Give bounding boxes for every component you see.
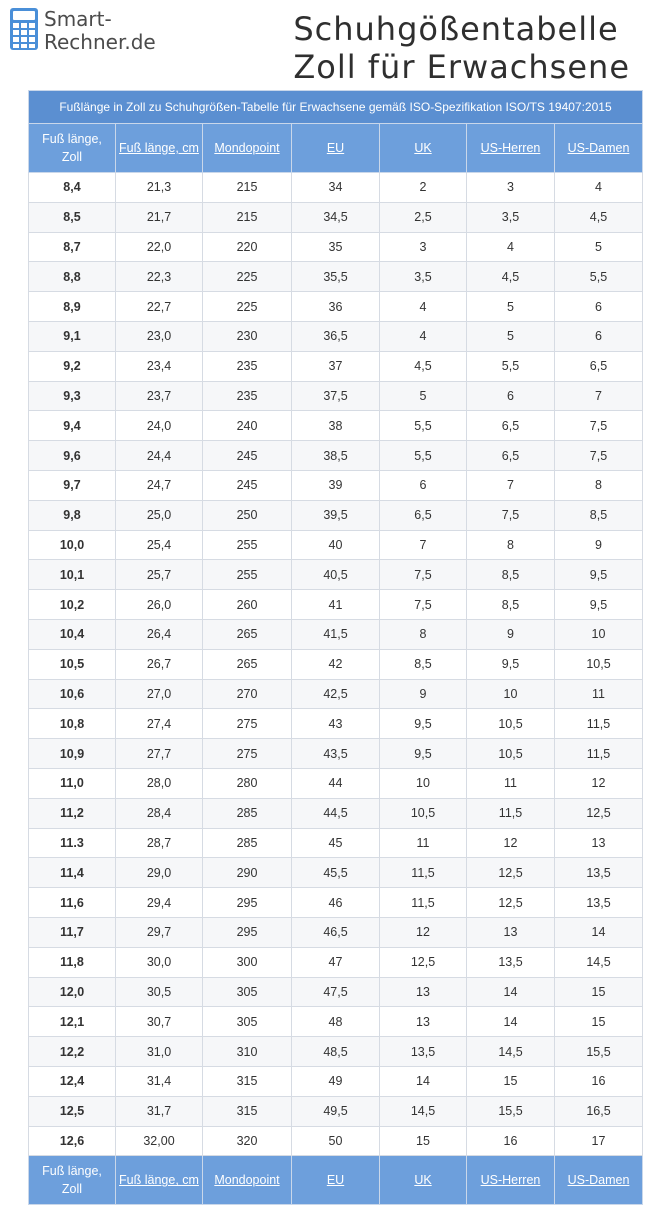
table-cell: 11,5 <box>380 858 467 888</box>
table-cell: 16 <box>467 1126 555 1156</box>
table-cell: 13 <box>555 828 643 858</box>
table-cell: 7,5 <box>555 411 643 441</box>
table-row <box>29 947 643 977</box>
table-row <box>29 709 643 739</box>
table-cell: 7 <box>467 470 555 500</box>
table-cell: 14 <box>467 1007 555 1037</box>
table-cell: 12,2 <box>29 1037 116 1067</box>
table-cell: 12,6 <box>29 1126 116 1156</box>
table-row <box>29 381 643 411</box>
table-cell: 11 <box>555 679 643 709</box>
table-row <box>29 1126 643 1156</box>
table-cell: 230 <box>203 321 292 351</box>
table-row <box>29 590 643 620</box>
table-cell: 22,7 <box>116 292 203 322</box>
table-row <box>29 768 643 798</box>
table-cell: 320 <box>203 1126 292 1156</box>
col-header-foot-cm[interactable]: Fuß länge, cm <box>116 124 203 173</box>
table-cell: 5,5 <box>380 411 467 441</box>
table-cell: 8 <box>380 619 467 649</box>
table-cell: 6,5 <box>380 500 467 530</box>
table-cell: 8,8 <box>29 262 116 292</box>
table-cell: 22,0 <box>116 232 203 262</box>
table-cell: 8,9 <box>29 292 116 322</box>
table-cell: 6 <box>555 292 643 322</box>
table-cell: 285 <box>203 798 292 828</box>
table-cell: 42,5 <box>292 679 380 709</box>
table-cell: 260 <box>203 590 292 620</box>
table-cell: 31,0 <box>116 1037 203 1067</box>
table-cell: 25,4 <box>116 530 203 560</box>
footer-header-mondopoint[interactable]: Mondopoint <box>203 1156 292 1205</box>
table-cell: 6 <box>467 381 555 411</box>
table-cell: 28,7 <box>116 828 203 858</box>
table-cell: 14,5 <box>555 947 643 977</box>
table-row <box>29 1037 643 1067</box>
table-row <box>29 619 643 649</box>
table-cell: 15 <box>467 1066 555 1096</box>
table-cell: 3,5 <box>380 262 467 292</box>
table-cell: 15,5 <box>467 1096 555 1126</box>
table-cell: 14 <box>380 1066 467 1096</box>
table-cell: 285 <box>203 828 292 858</box>
table-cell: 4 <box>380 321 467 351</box>
table-cell: 4 <box>380 292 467 322</box>
table-cell: 9 <box>467 619 555 649</box>
table-cell: 29,4 <box>116 888 203 918</box>
table-cell: 6,5 <box>467 411 555 441</box>
table-cell: 8,5 <box>555 500 643 530</box>
table-row <box>29 173 643 203</box>
table-cell: 14,5 <box>380 1096 467 1126</box>
table-cell: 9,5 <box>467 649 555 679</box>
table-row <box>29 441 643 471</box>
col-header-mondopoint[interactable]: Mondopoint <box>203 124 292 173</box>
table-cell: 11,5 <box>380 888 467 918</box>
table-cell: 8,4 <box>29 173 116 203</box>
table-row <box>29 917 643 947</box>
table-cell: 50 <box>292 1126 380 1156</box>
table-cell: 28,0 <box>116 768 203 798</box>
table-row <box>29 828 643 858</box>
table-cell: 5,5 <box>380 441 467 471</box>
table-footer-row <box>29 1156 643 1205</box>
table-cell: 49,5 <box>292 1096 380 1126</box>
table-cell: 15 <box>380 1126 467 1156</box>
table-cell: 36,5 <box>292 321 380 351</box>
table-cell: 16,5 <box>555 1096 643 1126</box>
table-cell: 36 <box>292 292 380 322</box>
table-cell: 9 <box>555 530 643 560</box>
table-row <box>29 292 643 322</box>
table-row <box>29 1066 643 1096</box>
table-cell: 9,6 <box>29 441 116 471</box>
table-cell: 10,9 <box>29 739 116 769</box>
table-cell: 13,5 <box>467 947 555 977</box>
table-row <box>29 1096 643 1126</box>
table-cell: 250 <box>203 500 292 530</box>
table-cell: 235 <box>203 381 292 411</box>
table-cell: 31,4 <box>116 1066 203 1096</box>
table-cell: 17 <box>555 1126 643 1156</box>
table-cell: 13,5 <box>555 888 643 918</box>
table-cell: 5 <box>467 321 555 351</box>
table-body <box>29 173 643 1156</box>
table-cell: 4,5 <box>380 351 467 381</box>
table-row <box>29 888 643 918</box>
size-table <box>28 90 643 1205</box>
table-cell: 12,5 <box>380 947 467 977</box>
table-cell: 21,7 <box>116 202 203 232</box>
table-cell: 25,0 <box>116 500 203 530</box>
table-cell: 12,5 <box>467 888 555 918</box>
table-cell: 43,5 <box>292 739 380 769</box>
table-cell: 2 <box>380 173 467 203</box>
table-cell: 10,8 <box>29 709 116 739</box>
table-cell: 27,7 <box>116 739 203 769</box>
table-cell: 41 <box>292 590 380 620</box>
table-cell: 6 <box>380 470 467 500</box>
table-cell: 11,5 <box>555 739 643 769</box>
col-header-us-women[interactable]: US-Damen <box>555 124 643 173</box>
table-cell: 16 <box>555 1066 643 1096</box>
table-cell: 255 <box>203 530 292 560</box>
table-cell: 11,5 <box>467 798 555 828</box>
table-cell: 4 <box>555 173 643 203</box>
table-cell: 265 <box>203 619 292 649</box>
table-cell: 35 <box>292 232 380 262</box>
table-cell: 6,5 <box>467 441 555 471</box>
table-cell: 4 <box>467 232 555 262</box>
table-cell: 40 <box>292 530 380 560</box>
table-cell: 10,0 <box>29 530 116 560</box>
table-cell: 15,5 <box>555 1037 643 1067</box>
table-cell: 7,5 <box>380 590 467 620</box>
table-caption: Fußlänge in Zoll zu Schuhgrößen-Tabelle für Erwachsene gemäß ISO-Spezifikation ISO/TS 19407:2015 <box>29 91 643 124</box>
table-cell: 10 <box>380 768 467 798</box>
table-cell: 29,0 <box>116 858 203 888</box>
table-cell: 10,5 <box>467 709 555 739</box>
table-cell: 8,5 <box>467 560 555 590</box>
table-cell: 7,5 <box>380 560 467 590</box>
logo-line1: Smart- <box>44 7 112 31</box>
table-cell: 10,5 <box>467 739 555 769</box>
footer-header-foot-cm[interactable]: Fuß länge, cm <box>116 1156 203 1205</box>
table-row <box>29 530 643 560</box>
table-cell: 4,5 <box>555 202 643 232</box>
table-cell: 235 <box>203 351 292 381</box>
table-cell: 38 <box>292 411 380 441</box>
table-cell: 47 <box>292 947 380 977</box>
table-cell: 49 <box>292 1066 380 1096</box>
table-cell: 11 <box>380 828 467 858</box>
table-cell: 12,4 <box>29 1066 116 1096</box>
logo-line2: Rechner.de <box>44 30 156 54</box>
table-row <box>29 232 643 262</box>
table-cell: 27,0 <box>116 679 203 709</box>
table-cell: 23,4 <box>116 351 203 381</box>
table-cell: 5,5 <box>467 351 555 381</box>
table-cell: 315 <box>203 1096 292 1126</box>
size-table-container <box>28 90 642 1205</box>
col-header-uk[interactable]: UK <box>380 124 467 173</box>
table-cell: 38,5 <box>292 441 380 471</box>
table-cell: 12 <box>467 828 555 858</box>
table-cell: 225 <box>203 292 292 322</box>
table-cell: 12,0 <box>29 977 116 1007</box>
table-cell: 10,5 <box>29 649 116 679</box>
table-cell: 10,5 <box>555 649 643 679</box>
table-cell: 8,7 <box>29 232 116 262</box>
table-cell: 220 <box>203 232 292 262</box>
table-cell: 39,5 <box>292 500 380 530</box>
table-cell: 27,4 <box>116 709 203 739</box>
table-cell: 225 <box>203 262 292 292</box>
table-cell: 37,5 <box>292 381 380 411</box>
table-cell: 8,5 <box>29 202 116 232</box>
table-cell: 30,7 <box>116 1007 203 1037</box>
logo-text <box>44 8 156 54</box>
table-cell: 10,2 <box>29 590 116 620</box>
logo[interactable] <box>10 8 156 54</box>
page-title-line1: Schuhgößentabelle <box>293 10 619 48</box>
table-cell: 13 <box>380 977 467 1007</box>
table-cell: 9,4 <box>29 411 116 441</box>
table-cell: 8,5 <box>467 590 555 620</box>
table-cell: 12,5 <box>467 858 555 888</box>
table-row <box>29 560 643 590</box>
table-row <box>29 977 643 1007</box>
table-cell: 9,5 <box>555 560 643 590</box>
table-cell: 4,5 <box>467 262 555 292</box>
table-cell: 40,5 <box>292 560 380 590</box>
table-cell: 290 <box>203 858 292 888</box>
table-cell: 11,6 <box>29 888 116 918</box>
table-cell: 10,1 <box>29 560 116 590</box>
table-cell: 35,5 <box>292 262 380 292</box>
table-cell: 24,7 <box>116 470 203 500</box>
table-cell: 23,0 <box>116 321 203 351</box>
table-cell: 245 <box>203 470 292 500</box>
table-cell: 11,4 <box>29 858 116 888</box>
table-cell: 310 <box>203 1037 292 1067</box>
table-cell: 6 <box>555 321 643 351</box>
table-cell: 270 <box>203 679 292 709</box>
table-cell: 3,5 <box>467 202 555 232</box>
page-header <box>0 0 670 88</box>
table-row <box>29 798 643 828</box>
table-cell: 32,00 <box>116 1126 203 1156</box>
footer-header-uk[interactable]: UK <box>380 1156 467 1205</box>
table-cell: 8 <box>555 470 643 500</box>
table-cell: 45 <box>292 828 380 858</box>
table-cell: 46,5 <box>292 917 380 947</box>
page-title-line2: Zoll für Erwachsene <box>293 48 630 86</box>
table-cell: 9,2 <box>29 351 116 381</box>
table-cell: 11,0 <box>29 768 116 798</box>
table-cell: 26,0 <box>116 590 203 620</box>
table-cell: 13,5 <box>380 1037 467 1067</box>
table-cell: 11,2 <box>29 798 116 828</box>
table-cell: 280 <box>203 768 292 798</box>
table-cell: 41,5 <box>292 619 380 649</box>
footer-header-eu[interactable]: EU <box>292 1156 380 1205</box>
table-cell: 5,5 <box>555 262 643 292</box>
table-cell: 12,1 <box>29 1007 116 1037</box>
table-cell: 6,5 <box>555 351 643 381</box>
table-cell: 9,1 <box>29 321 116 351</box>
table-cell: 12,5 <box>555 798 643 828</box>
table-cell: 10 <box>467 679 555 709</box>
footer-header-us-women[interactable]: US-Damen <box>555 1156 643 1205</box>
table-row <box>29 679 643 709</box>
table-cell: 305 <box>203 977 292 1007</box>
table-cell: 9,5 <box>555 590 643 620</box>
calculator-icon <box>10 8 38 50</box>
table-cell: 5 <box>380 381 467 411</box>
table-cell: 29,7 <box>116 917 203 947</box>
table-cell: 46 <box>292 888 380 918</box>
col-header-us-men[interactable]: US-Herren <box>467 124 555 173</box>
table-cell: 240 <box>203 411 292 441</box>
table-cell: 31,7 <box>116 1096 203 1126</box>
table-cell: 26,4 <box>116 619 203 649</box>
table-cell: 15 <box>555 977 643 1007</box>
footer-header-foot-inch: Fuß länge, Zoll <box>29 1156 116 1205</box>
table-row <box>29 351 643 381</box>
table-cell: 9,8 <box>29 500 116 530</box>
table-cell: 13,5 <box>555 858 643 888</box>
table-cell: 25,7 <box>116 560 203 590</box>
table-cell: 300 <box>203 947 292 977</box>
table-cell: 7,5 <box>467 500 555 530</box>
table-row <box>29 1007 643 1037</box>
table-cell: 215 <box>203 173 292 203</box>
table-cell: 11.3 <box>29 828 116 858</box>
table-cell: 24,0 <box>116 411 203 441</box>
table-cell: 275 <box>203 709 292 739</box>
table-cell: 9,3 <box>29 381 116 411</box>
table-row <box>29 321 643 351</box>
table-cell: 48,5 <box>292 1037 380 1067</box>
col-header-foot-inch: Fuß länge, Zoll <box>29 124 116 173</box>
table-cell: 305 <box>203 1007 292 1037</box>
table-cell: 10,4 <box>29 619 116 649</box>
table-cell: 295 <box>203 917 292 947</box>
table-cell: 23,7 <box>116 381 203 411</box>
table-cell: 15 <box>555 1007 643 1037</box>
table-cell: 11,7 <box>29 917 116 947</box>
table-row <box>29 858 643 888</box>
table-cell: 45,5 <box>292 858 380 888</box>
table-cell: 11 <box>467 768 555 798</box>
table-cell: 5 <box>467 292 555 322</box>
table-row <box>29 739 643 769</box>
table-cell: 37 <box>292 351 380 381</box>
table-cell: 12 <box>555 768 643 798</box>
table-cell: 7 <box>555 381 643 411</box>
table-cell: 34 <box>292 173 380 203</box>
table-cell: 10,5 <box>380 798 467 828</box>
table-cell: 24,4 <box>116 441 203 471</box>
table-cell: 295 <box>203 888 292 918</box>
table-cell: 12 <box>380 917 467 947</box>
table-cell: 3 <box>467 173 555 203</box>
table-cell: 10,6 <box>29 679 116 709</box>
table-cell: 42 <box>292 649 380 679</box>
table-cell: 14 <box>467 977 555 1007</box>
table-cell: 9,5 <box>380 739 467 769</box>
table-cell: 11,5 <box>555 709 643 739</box>
table-row <box>29 262 643 292</box>
table-cell: 26,7 <box>116 649 203 679</box>
table-cell: 5 <box>555 232 643 262</box>
table-cell: 255 <box>203 560 292 590</box>
table-row <box>29 649 643 679</box>
table-cell: 9,5 <box>380 709 467 739</box>
table-cell: 14 <box>555 917 643 947</box>
table-cell: 10 <box>555 619 643 649</box>
table-cell: 13 <box>467 917 555 947</box>
table-cell: 275 <box>203 739 292 769</box>
table-cell: 43 <box>292 709 380 739</box>
table-cell: 8,5 <box>380 649 467 679</box>
table-cell: 9 <box>380 679 467 709</box>
table-cell: 11,8 <box>29 947 116 977</box>
table-cell: 30,5 <box>116 977 203 1007</box>
table-header-row <box>29 124 643 173</box>
table-cell: 39 <box>292 470 380 500</box>
table-cell: 28,4 <box>116 798 203 828</box>
table-cell: 245 <box>203 441 292 471</box>
table-row <box>29 470 643 500</box>
table-cell: 3 <box>380 232 467 262</box>
table-cell: 34,5 <box>292 202 380 232</box>
table-cell: 47,5 <box>292 977 380 1007</box>
footer-header-us-men[interactable]: US-Herren <box>467 1156 555 1205</box>
table-cell: 215 <box>203 202 292 232</box>
table-cell: 14,5 <box>467 1037 555 1067</box>
table-cell: 7,5 <box>555 441 643 471</box>
table-cell: 8 <box>467 530 555 560</box>
table-row <box>29 411 643 441</box>
table-row <box>29 202 643 232</box>
page-title <box>293 10 630 86</box>
table-cell: 12,5 <box>29 1096 116 1126</box>
table-cell: 7 <box>380 530 467 560</box>
table-cell: 48 <box>292 1007 380 1037</box>
table-cell: 30,0 <box>116 947 203 977</box>
table-cell: 44 <box>292 768 380 798</box>
col-header-eu[interactable]: EU <box>292 124 380 173</box>
table-cell: 265 <box>203 649 292 679</box>
table-row <box>29 500 643 530</box>
table-cell: 2,5 <box>380 202 467 232</box>
table-cell: 44,5 <box>292 798 380 828</box>
table-cell: 9,7 <box>29 470 116 500</box>
table-cell: 21,3 <box>116 173 203 203</box>
table-caption-row <box>29 91 643 124</box>
table-cell: 13 <box>380 1007 467 1037</box>
table-cell: 22,3 <box>116 262 203 292</box>
table-cell: 315 <box>203 1066 292 1096</box>
